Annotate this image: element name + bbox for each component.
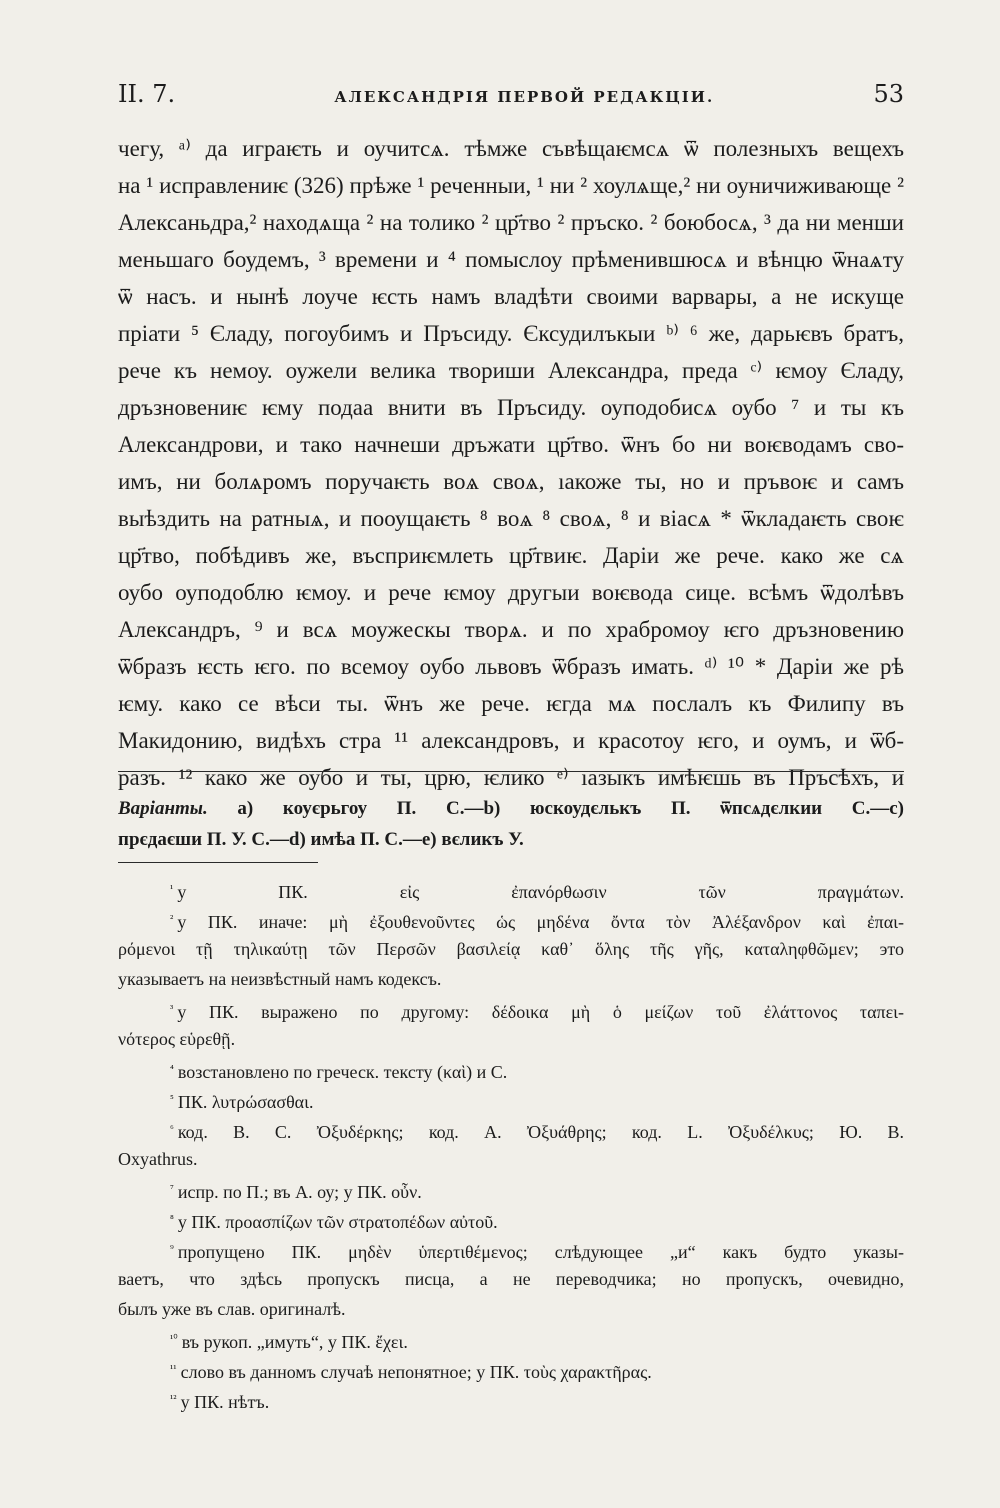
footnote: $^{^{10}}$ въ рукоп. „имуть“, у ПК. ἔχει.	[170, 1332, 408, 1352]
footnote-marker: ¹⁰	[170, 1333, 178, 1345]
footnote-continuation: былъ уже въ слав. оригиналѣ.	[118, 1299, 346, 1319]
footnote: $^{^5}$ ПК. λυτρώσασθαι.	[170, 1092, 314, 1112]
running-header	[118, 80, 904, 110]
footnote-marker: ⁴	[170, 1063, 174, 1075]
footnote-marker: ⁶	[170, 1123, 174, 1135]
text-line: Макидонию, видѣхъ стра ¹¹ александровъ, и красотоу ѥго, и оумъ, и ѿб-	[118, 728, 904, 753]
footnote: $^{^9}$ пропущено ПК. μηδὲν ὑπερτιθέμενος; слѣдующее „и“ какъ будто указы-	[170, 1242, 904, 1262]
text-line: Александръ, ⁹ и всѧ моужескы творѧ. и по храбромоу ѥго дръзновению	[118, 617, 904, 642]
text-line: ѿбразъ ѥсть ѥго. по всемоу оубо львовъ ѿбразъ имать. ᵈ⁾ ¹⁰ * Дарiи же рѣ	[118, 654, 904, 679]
footnote-marker: ¹¹	[170, 1363, 177, 1375]
footnote-continuation: указываетъ на неизвѣстный намъ кодексъ.	[118, 969, 442, 989]
text-line: дръзновениѥ ѥму подаа внити въ Пръсиду. оуподобисѧ оубо ⁷ и ты къ	[118, 395, 904, 420]
footnote-continuation: ваетъ, что здѣсь пропускъ писца, а не переводчика; но пропускъ, очевидно,	[118, 1269, 904, 1289]
footnote: $^{^{11}}$ слово въ данномъ случаѣ непонятное; у ПК. τοὺς χαρακτῆρας.	[170, 1362, 652, 1382]
page-number: 53	[873, 80, 904, 108]
footnote: $^{^8}$ у ПК. προασπίζων τῶν στρατοπέδων αὐτοῦ.	[170, 1212, 498, 1232]
text-line: Алексаньдра,² находѧща ² на толико ² цр҃тво ² пръско. ² боюбосѧ, ³ да ни менши	[118, 210, 904, 235]
footnote: $^{^{12}}$ у ПК. нѣтъ.	[170, 1392, 270, 1412]
text-line: оубо оуподоблю ѥмоу. и рече ѥмоу другыи воѥвода сице. всѣмъ ѿдолѣвъ	[118, 580, 904, 605]
footnotes	[118, 874, 904, 1414]
variants-block	[118, 793, 904, 855]
footnote-marker: ²	[170, 913, 174, 925]
text-line: прiати ⁵ Єладу, погоубимъ и Пръсиду. Єксудилъкыи ᵇ⁾ ⁶ же, дарьѥвъ братъ,	[118, 321, 904, 346]
footnote-continuation: Oxyathrus.	[118, 1149, 198, 1169]
section-number: II. 7.	[118, 80, 176, 108]
text-line: рече къ немоу. оужели велика твориши Александра, преда ᶜ⁾ ѥмоу Єладу,	[118, 358, 904, 383]
text-line: цр҃тво, побѣдивъ же, въсприѥмлеть цр҃твиѥ. Дарiи же рече. како же сѧ	[118, 543, 904, 568]
footnote: $^{^3}$ у ПК. выражено по другому: δέδοικα μὴ ὁ μείζων τοῦ ἐλάττονος ταπει-	[170, 1002, 904, 1022]
variants-label: Варiанты.	[118, 798, 208, 819]
text-line: имъ, ни болѧромъ поручаѥть воѧ своѧ, ıакоже ты, но и пръвоѥ и самъ	[118, 469, 904, 494]
text-line: выѣздить на ратныѧ, и пооущаѥть ⁸ воѧ ⁸ своѧ, ⁸ и вiасѧ * ѿкладаѥть своѥ	[118, 506, 904, 531]
text-line: ѿ насъ. и нынѣ лоуче ѥсть намъ владѣти своими варвары, а не искуще	[118, 284, 904, 309]
text-line: меньшаго боудемъ, ³ времени и ⁴ помыслоу прѣменившюсѧ и вѣнцю ѿнаѧту	[118, 247, 904, 272]
footnote: $^{^4}$ возстановлено по греческ. тексту (καὶ) и С.	[170, 1062, 508, 1082]
footnote-divider	[118, 862, 318, 863]
footnote-marker: ⁸	[170, 1213, 174, 1225]
text-line: Александрови, и тако начнеши дръжати цр҃тво. ѿнъ бо ни воѥводамъ сво-	[118, 432, 904, 457]
variants-line	[118, 793, 904, 824]
text-line: на ¹ исправлениѥ (326) прѣже ¹ реченныи, ¹ ни ² хоулѧще,² ни оуничиживающе ²	[118, 173, 904, 198]
running-title: АЛЕКСАНДРІЯ ПЕРВОЙ РЕДАКЦІИ.	[334, 88, 715, 106]
footnote-marker: ³	[170, 1003, 174, 1015]
variants-line: прєдаєши П. У. С.—d) имѣа П. С.—e) вєликъ У.	[118, 829, 524, 850]
text-line: ѥму. како се вѣси ты. ѿнъ же рече. ѥгда мѧ послалъ къ Филипу въ	[118, 691, 904, 716]
footnote-continuation: νότερος εὑρεθῇ.	[118, 1029, 236, 1049]
text-line: разъ. ¹² како же оубо и ты, црю, ѥлико ᵉ⁾ ıазыкъ имѣѥшь въ Пръсѣхъ, и	[118, 765, 904, 790]
footnote: $^{^2}$ у ПК. иначе: μὴ ἐξουθενοῦντες ὡς μηδένα ὄντα τὸν Ἀλέξανδρον καὶ ἐπαι-	[170, 912, 904, 932]
text-divider	[118, 771, 904, 772]
footnote-marker: ⁵	[170, 1093, 174, 1105]
footnote-marker: ⁹	[170, 1243, 174, 1255]
variants-text: а) коуєрьгоу П. С.—b) юскоудєлькъ П. ѿпсѧдєлкии С.—с)	[237, 798, 904, 819]
footnote: $^{^1}$ у ПК. εἰς ἐπανόρθωσιν τῶν πραγμάτων.	[170, 882, 904, 902]
footnote-marker: ¹²	[170, 1393, 177, 1405]
footnote-marker: ⁷	[170, 1183, 174, 1195]
footnote-continuation: ρόμενοι τῇ τηλικαύτῃ τῶν Περσῶν βασιλείᾳ καθ᾽ ὅλης τῆς γῆς, καταληφθῶμεν; это	[118, 939, 904, 959]
footnote: $^{^7}$ испр. по П.; въ А. оу; у ПК. οὖν.	[170, 1182, 422, 1202]
text-line: чегу, ᵃ⁾ да играѥть и оучитсѧ. тѣмже съвѣщаѥмсѧ ѿ полезныхъ вещехъ	[118, 136, 904, 161]
main-text	[118, 130, 904, 796]
footnote: $^{^6}$ код. В. С. Ὀξυδέρκης; код. А. Ὀξυάθρης; код. L. Ὀξυδέλκυς; Ю. В.	[170, 1122, 904, 1142]
footnote-marker: ¹	[170, 883, 174, 895]
